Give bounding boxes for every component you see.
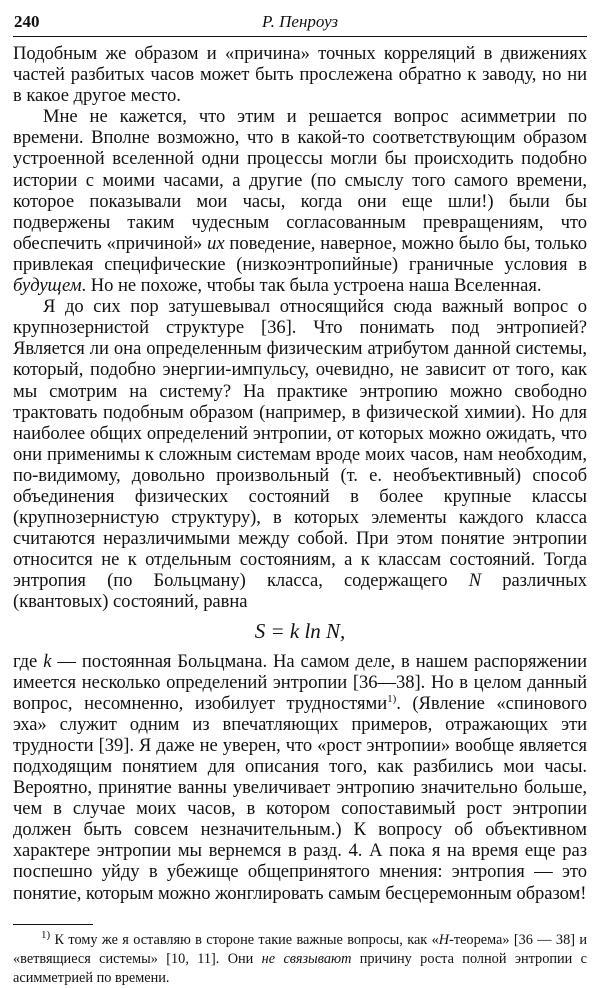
footnote-divider (13, 924, 93, 925)
footnote-text-c: -теорема» [36 — 38] и «ветвящиеся системы» [10, 11]. Они (13, 931, 587, 967)
paragraph-4 (13, 651, 587, 904)
paragraph-2-emphasis-future: будущем (13, 275, 82, 297)
paragraph-4-variable-k: k (43, 650, 52, 672)
footnote-reference: 1) (387, 692, 397, 705)
paragraph-4-text-c: — постоянная Больцмана. На самом деле, в нашем распоряжении имеется несколько определений энтропии [36—38]. Но в целом данный вопрос, несомненно, изобилует трудностями (13, 650, 587, 714)
paragraph-3-text-a: Я до сих пор затушевывал относящийся сюда важный вопрос о крупнозернистой структуре [36]. Что понимать под энтропией? Является ли она определенным физическим атрибутом данной системы, который, подобно энергии-импульсу, очевидно, не зависит от того, как мы смотрим на систему? На практике энтропию можно свободно трактовать подобным образом (например, в физической химии). Но для наиболее общих определений энтропии, от которых можно ожидать, что они применимы к сложным системам вроде моих часов, нам необходим, по-видимому, довольно произвольный (т. е. необъективный) способ объединения физических состояний в более крупные классы (крупнозернистую структуру), в которых элементы каждого класса считаются неразличимыми между собой. При этом понятие энтропии относится не к отдельным состояниям, а к классам состояний. Тогда энтропия (по Больцману) класса, содержащего (13, 296, 587, 592)
paragraph-2-text-e: . Но не похоже, чтобы так была устроена наша Вселенная. (81, 275, 542, 297)
paragraph-4-text-a: где (13, 650, 44, 672)
entropy-formula: S = k ln N, (254, 618, 346, 643)
book-page (13, 10, 587, 988)
paragraph-3-text-c: различных (квантовых) состояний, равна (13, 570, 587, 613)
running-head: Р. Пенроуз (261, 12, 339, 31)
paragraph-2 (13, 106, 587, 296)
paragraph-2-text-a: Мне не кажется, что этим и решается вопрос асимметрии по времени. Вполне возможно, что в какой-то соответствующим образом устроенной вселенной одни процессы могли бы происходить подобно истории с моими часами, а другие (по смыслу того самого времени, которое показывали мои часы, когда они еще шли!) были бы подвержены таким чудесным согласованным превращениям, что обеспечить «причиной» (13, 106, 587, 254)
paragraph-3-variable-n: N (468, 570, 482, 592)
footnote-mark: 1) (41, 928, 51, 941)
page-header (13, 10, 587, 37)
footnote-text-e: причину роста полной энтропии с асимметрией по времени. (13, 950, 587, 986)
paragraph-3 (13, 296, 587, 612)
footnote (13, 928, 587, 988)
paragraph-2-text-c: поведение, наверное, можно было бы, только привлекая специфические (низкоэнтропийные) граничные условия в (13, 232, 587, 275)
paragraph-2-emphasis-their: их (207, 232, 225, 254)
footnote-h-symbol: H (438, 931, 450, 948)
main-text (13, 43, 587, 904)
footnote-emphasis: не связывают (261, 950, 352, 967)
paragraph-1: Подобным же образом и «причина» точных корреляций в движениях частей разбитых часов может быть прослежена обратно к заводу, но ни в какое другое место. (13, 43, 587, 107)
page-number: 240 (14, 12, 40, 31)
footnote-text-a: К тому же я оставляю в стороне такие важные вопросы, как « (50, 931, 439, 948)
paragraph-4-text-d: . (Явление «спинового эха» служит одним из впечатляющих примеров, отражающих эти трудности [39]. Я даже не уверен, что «рост энтропии» вообще является подходящим понятием для описания того, как разбились мои часы. Вероятно, принятие ванны увеличивает энтропию значительно больше, чем в случае моих часов, в котором сопоставимый рост энтропии должен быть совсем незначительным.) К вопросу об объективном характере энтропии мы вернемся в разд. 4. А пока я на время еще раз поспешно уйду в убежище общепринятого мнения: энтропия — это понятие, которым можно жонглировать самым бесцеремонным образом! (13, 692, 588, 904)
